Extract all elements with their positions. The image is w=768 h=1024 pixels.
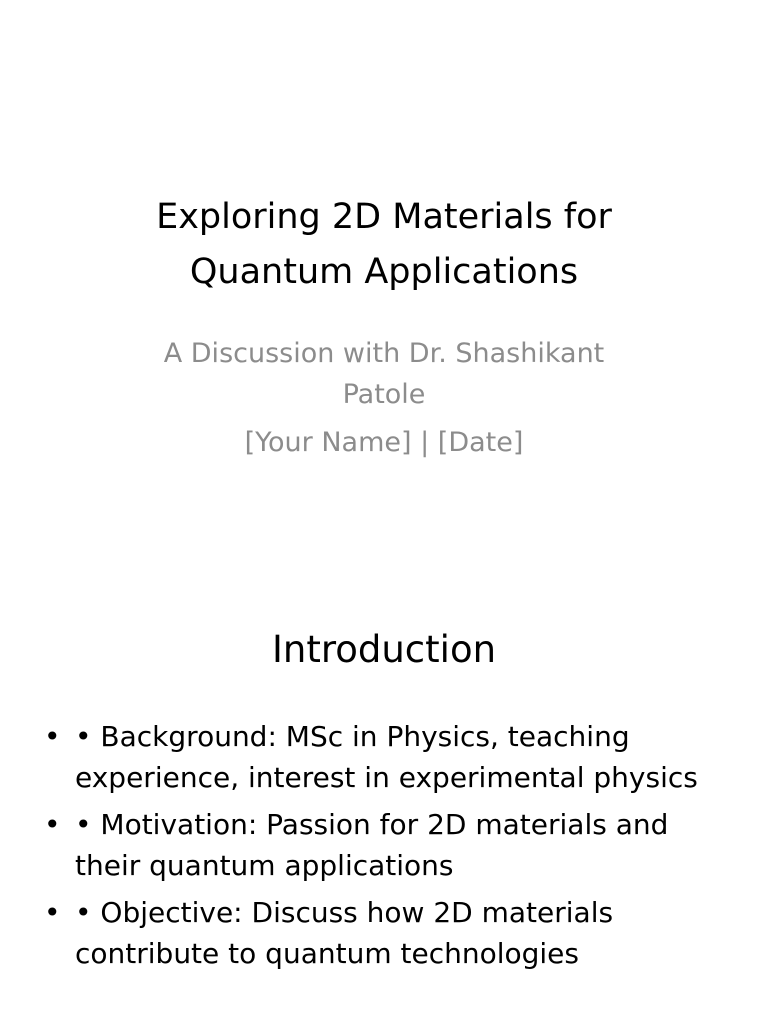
bullet-item-background [44, 716, 734, 798]
introduction-slide [0, 512, 768, 1024]
bullet-text: • Motivation: Passion for 2D materials and [75, 808, 669, 841]
presentation-subtitle [0, 333, 768, 463]
presentation-title [0, 190, 768, 300]
author-date: [Your Name] | [Date] [244, 427, 524, 458]
bullet-item-motivation [44, 804, 734, 886]
bullet-text: their quantum applications [75, 849, 454, 882]
title-line: Quantum Applications [189, 252, 579, 292]
slide-heading: Introduction [271, 628, 497, 671]
bullet-dot-icon: • [44, 808, 61, 841]
bullet-item-objective [44, 892, 734, 974]
subtitle-line: A Discussion with Dr. Shashikant [163, 338, 605, 369]
bullet-dot-icon: • [44, 720, 61, 753]
bullet-list [44, 716, 734, 980]
bullet-dot-icon: • [44, 896, 61, 929]
bullet-text: contribute to quantum technologies [75, 937, 579, 970]
bullet-text: • Background: MSc in Physics, teaching [75, 720, 630, 753]
bullet-text: experience, interest in experimental physics [75, 761, 698, 794]
bullet-text: • Objective: Discuss how 2D materials [75, 896, 614, 929]
title-line: Exploring 2D Materials for [156, 197, 612, 237]
subtitle-line: Patole [342, 379, 426, 410]
